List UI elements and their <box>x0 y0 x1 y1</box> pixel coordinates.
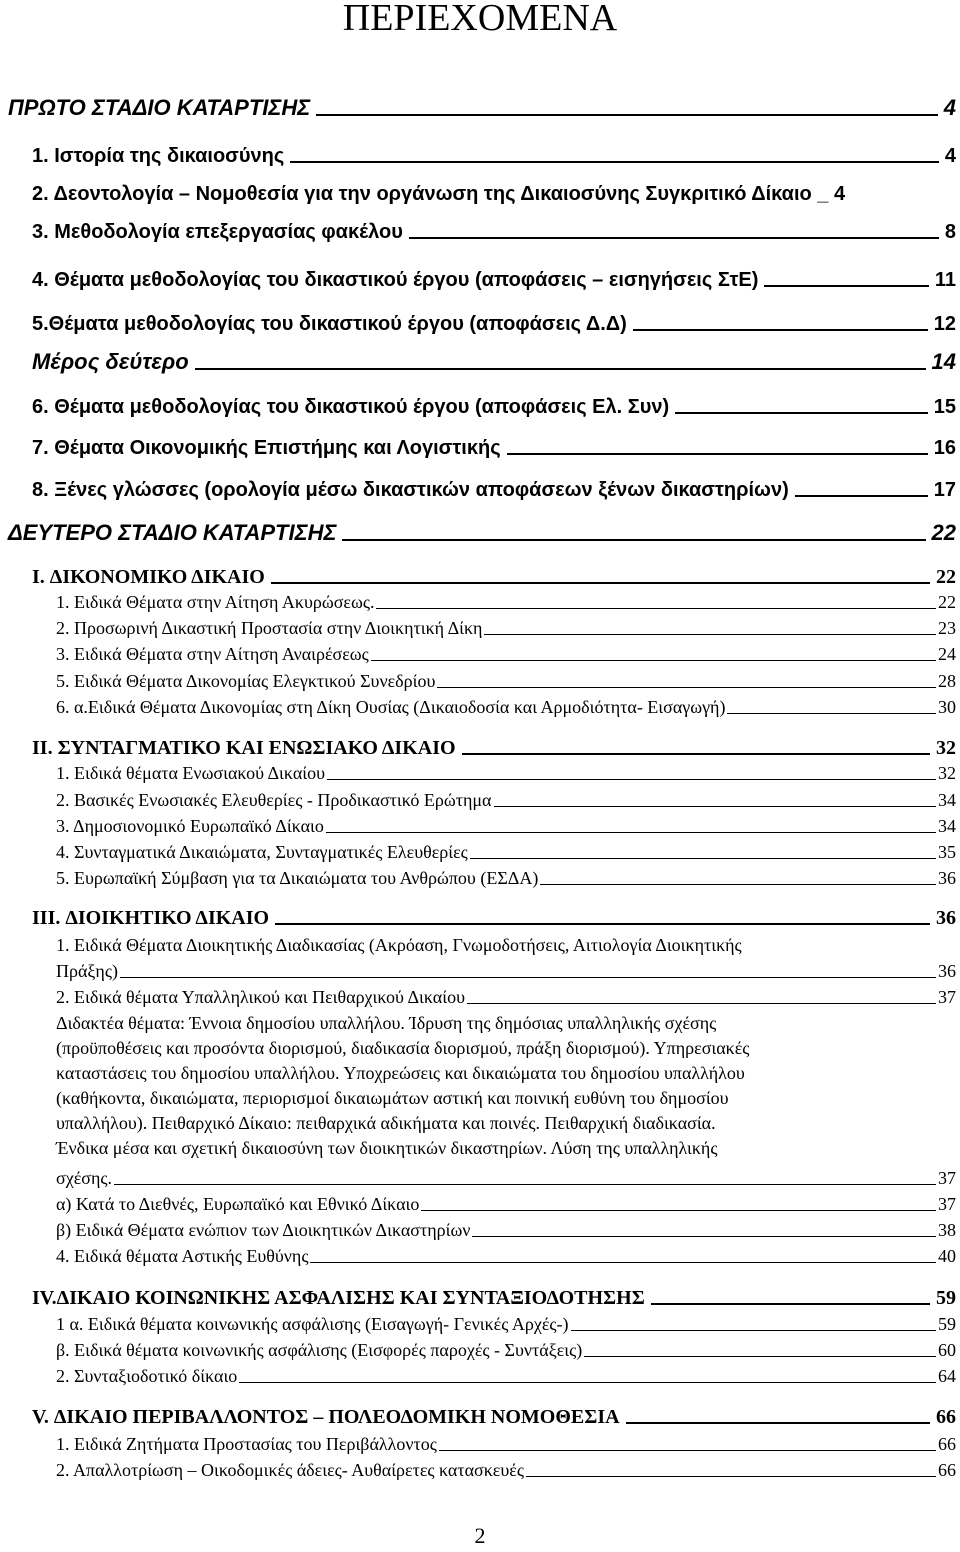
leader-line <box>651 1303 930 1305</box>
toc-entry: 3. Δημοσιονομικό Ευρωπαϊκό Δίκαιο 34 <box>56 816 956 836</box>
leader-line <box>764 285 928 287</box>
toc-section-heading: II. ΣΥΝΤΑΓΜΑΤΙΚΟ ΚΑΙ ΕΝΩΣΙΑΚΟ ΔΙΚΑΙΟ 32 <box>32 737 956 759</box>
leader-line <box>472 1236 936 1237</box>
toc-entry: 8. Ξένες γλώσσες (ορολογία μέσω δικαστικών αποφάσεων ξένων δικαστηρίων) 17 <box>32 479 956 501</box>
leader-line <box>571 1330 937 1331</box>
toc-entry: 4. Ειδικά θέματα Αστικής Ευθύνης 40 <box>56 1246 956 1266</box>
leader-line <box>484 634 936 635</box>
toc-entry: 5.Θέματα μεθοδολογίας του δικαστικού έργου (αποφάσεις Δ.Δ) 12 <box>32 313 956 335</box>
toc-entry: 2. Απαλλοτρίωση – Οικοδομικές άδειες- Αυθαίρετες κατασκευές 66 <box>56 1460 956 1480</box>
toc-entry: 1 α. Ειδικά θέματα κοινωνικής ασφάλισης (Εισαγωγή- Γενικές Αρχές-) 59 <box>56 1314 956 1334</box>
toc-entry: 2. Προσωρινή Δικαστική Προστασία στην Διοικητική Δίκη 23 <box>56 618 956 638</box>
toc-entry-second-stage: ΔΕΥΤΕΡΟ ΣΤΑΔΙΟ ΚΑΤΑΡΤΙΣΗΣ 22 <box>8 520 956 545</box>
leader-line <box>239 1382 936 1383</box>
leader-line <box>120 977 936 978</box>
leader-line <box>310 1262 936 1263</box>
toc-entry: 6. Θέματα μεθοδολογίας του δικαστικού έργου (αποφάσεις Ελ. Συν) 15 <box>32 396 956 418</box>
leader-line <box>507 453 928 455</box>
leader-line <box>326 832 936 833</box>
leader-line <box>675 412 928 414</box>
leader-line <box>275 923 930 925</box>
toc-entry-part-two: Μέρος δεύτερο 14 <box>32 349 956 374</box>
toc-entry: 1. Ειδικά Ζητήματα Προστασίας του Περιβάλλοντος 66 <box>56 1434 956 1454</box>
leader-line <box>376 608 936 609</box>
leader-line <box>195 368 926 370</box>
leader-line <box>316 114 938 116</box>
toc-entry: 3. Ειδικά Θέματα στην Αίτηση Αναιρέσεως 24 <box>56 644 956 664</box>
leader-line <box>421 1210 936 1211</box>
leader-line <box>795 495 928 497</box>
toc-entry-first-stage: ΠΡΩΤΟ ΣΤΑΔΙΟ ΚΑΤΑΡΤΙΣΗΣ 4 <box>8 95 956 120</box>
leader-line <box>409 237 939 239</box>
leader-line <box>290 161 939 163</box>
toc-entry: α) Κατά το Διεθνές, Ευρωπαϊκό και Εθνικό Δίκαιο 37 <box>56 1194 956 1214</box>
leader-line <box>470 858 936 859</box>
leader-line <box>342 539 925 541</box>
leader-line <box>526 1476 936 1477</box>
leader-line <box>439 1450 936 1451</box>
leader-line <box>633 329 928 331</box>
toc-entry: 6. α.Ειδικά Θέματα Δικονομίας στη Δίκη Ουσίας (Δικαιοδοσία και Αρμοδιότητα- Εισαγωγή) 30 <box>56 697 956 717</box>
toc-entry: β. Ειδικά θέματα κοινωνικής ασφάλισης (Εισφορές παροχές - Συντάξεις) 60 <box>56 1340 956 1360</box>
toc-entry: Πράξης) 36 <box>56 961 956 981</box>
toc-entry: β) Ειδικά Θέματα ενώπιον των Διοικητικών Δικαστηρίων 38 <box>56 1220 956 1240</box>
toc-entry: 3. Μεθοδολογία επεξεργασίας φακέλου 8 <box>32 221 956 243</box>
leader-line <box>467 1003 936 1004</box>
toc-entry: 2. Ειδικά θέματα Υπαλληλικού και Πειθαρχικού Δικαίου 37 <box>56 987 956 1007</box>
toc-entry: 1. Ειδικά θέματα Ενωσιακού Δικαίου 32 <box>56 763 956 783</box>
leader-line <box>327 779 936 780</box>
leader-line <box>540 884 936 885</box>
toc-entry: 2. Δεοντολογία – Νομοθεσία για την οργάνωση της Δικαιοσύνης Συγκριτικό Δίκαιο _ 4 <box>32 183 846 205</box>
leader-line <box>114 1184 936 1185</box>
toc-entry: 1. Ιστορία της δικαιοσύνης 4 <box>32 145 956 167</box>
toc-entry: 7. Θέματα Οικονομικής Επιστήμης και Λογιστικής 16 <box>32 437 956 459</box>
page-number: 2 <box>474 1523 486 1548</box>
leader-line <box>371 660 936 661</box>
toc-entry: 1. Ειδικά Θέματα στην Αίτηση Ακυρώσεως. 22 <box>56 592 956 612</box>
toc-entry: 4. Συνταγματικά Δικαιώματα, Συνταγματικές Ελευθερίες 35 <box>56 842 956 862</box>
toc-entry: 5. Ευρωπαϊκή Σύμβαση για τα Δικαιώματα του Ανθρώπου (ΕΣΔΑ) 36 <box>56 868 956 888</box>
toc-entry: σχέσης. 37 <box>56 1168 956 1188</box>
page-title: ΠΕΡΙΕΧΟΜΕΝΑ <box>342 0 618 39</box>
leader-line <box>494 806 937 807</box>
toc-section-heading: III. ΔΙΟΙΚΗΤΙΚΟ ΔΙΚΑΙΟ 36 <box>32 907 956 929</box>
toc-entry: 5. Ειδικά Θέματα Δικονομίας Ελεγκτικού Συνεδρίου 28 <box>56 671 956 691</box>
leader-line <box>727 713 936 714</box>
leader-line <box>626 1422 930 1424</box>
leader-line <box>271 582 930 584</box>
toc-entry: 1. Ειδικά Θέματα Διοικητικής Διαδικασίας (Ακρόαση, Γνωμοδοτήσεις, Αιτιολογία Διοικητικής <box>56 935 742 955</box>
toc-section-heading: V. ΔΙΚΑΙΟ ΠΕΡΙΒΑΛΛΟΝΤΟΣ – ΠΟΛΕΟΔΟΜΙΚΗ ΝΟΜΟΘΕΣΙΑ 66 <box>32 1406 956 1428</box>
description-paragraph: Διδακτέα θέματα: Έννοια δημοσίου υπαλλήλου. Ίδρυση της δημόσιας υπαλληλικής σχέσης (προϋποθέσεις και προσόντα διορισμού, διαδικασία διορισμού, πράξη διορισμού). Υπηρεσιακές καταστάσεις του δημοσίου υπαλλήλου. Υποχρεώσεις και δικαιώματα του δημοσίου υπαλλήλου (καθήκοντα, δικαιώματα, περιορισμοί δικαιωμάτων αστική και ποινική ευθύνη του δημοσίου υπαλλήλου). Πειθαρχικό Δίκαιο: πειθαρχικά αδικήματα και ποινές. Πειθαρχική διαδικασία. Ένδικα μέσα και σχετική δικαιοσύνη των διοικητικών δικαστηρίων. Λύση της υπαλληλικής <box>56 1013 750 1158</box>
leader-line <box>462 753 930 755</box>
toc-section-heading: IV.ΔΙΚΑΙΟ ΚΟΙΝΩΝΙΚΗΣ ΑΣΦΑΛΙΣΗΣ ΚΑΙ ΣΥΝΤΑΞΙΟΔΟΤΗΣΗΣ 59 <box>32 1287 956 1309</box>
leader-line <box>437 687 936 688</box>
leader-line <box>584 1356 936 1357</box>
toc-entry: 2. Βασικές Ενωσιακές Ελευθερίες - Προδικαστικό Ερώτημα 34 <box>56 790 956 810</box>
toc-entry: 4. Θέματα μεθοδολογίας του δικαστικού έργου (αποφάσεις – εισηγήσεις ΣτΕ) 11 <box>32 269 956 291</box>
toc-entry: 2. Συνταξιοδοτικό δίκαιο 64 <box>56 1366 956 1386</box>
toc-section-heading: I. ΔΙΚΟΝΟΜΙΚΟ ΔΙΚΑΙΟ 22 <box>32 566 956 588</box>
